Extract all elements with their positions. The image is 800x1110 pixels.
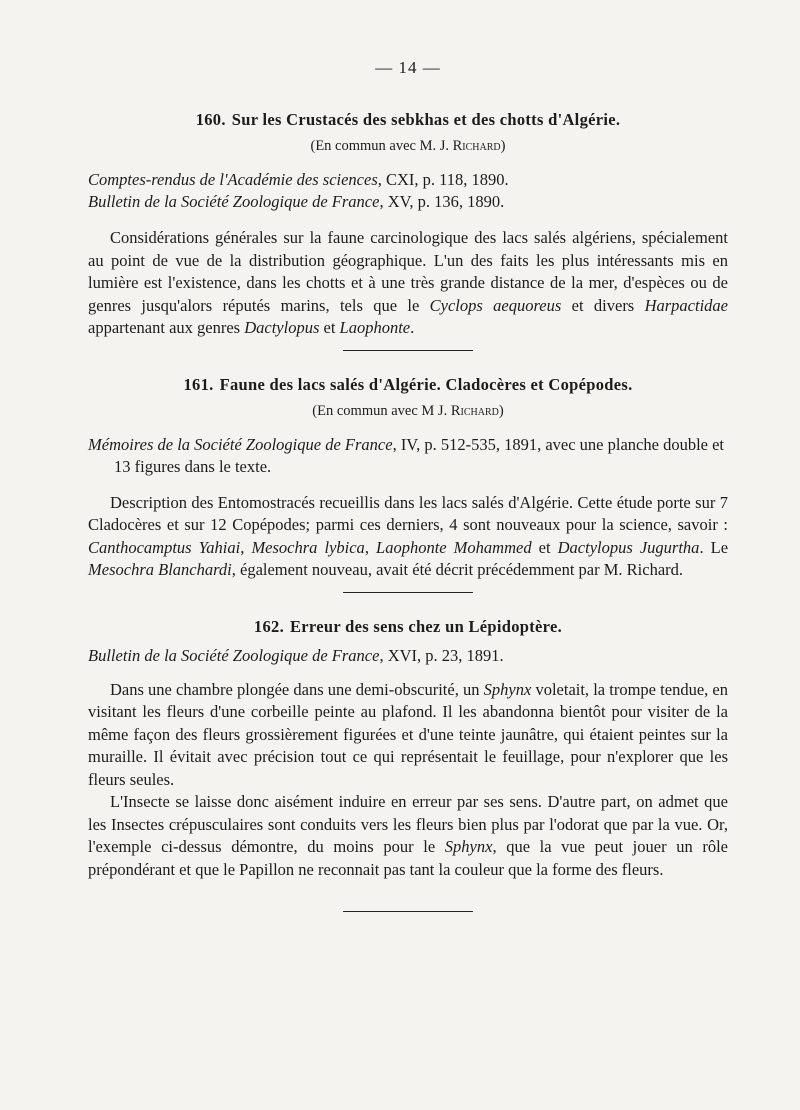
taxon-name: Dactylopus Jugurtha xyxy=(557,537,700,557)
page xyxy=(88,58,728,936)
taxon-name: Harpactidae xyxy=(644,295,728,315)
reference-details: , XVI, p. 23, 1891. xyxy=(379,645,504,665)
collaboration-note xyxy=(88,138,728,155)
reference xyxy=(88,645,728,667)
entry-title-text: Erreur des sens chez un Lépidoptère. xyxy=(290,616,563,636)
taxon-name: Sphynx xyxy=(444,837,493,856)
section-divider xyxy=(343,350,473,351)
taxon-name: Laophonte Mohammed xyxy=(376,537,532,557)
collab-suffix: ) xyxy=(498,402,504,419)
section-divider xyxy=(343,911,473,912)
reference xyxy=(88,191,728,213)
entry-paragraph: Dans une chambre plongée dans une demi-obscurité, un Sphynx voletait, la trompe tendue, en visitant les fleurs d'une corbeille peinte au plafond. Il les abandonna bientôt pour visiter de la même façon des fleurs grossièrement figurées et d'une teinte jaunâtre, qui étaient peintes sur la muraille. Il évitait avec précision tout ce qui représentait le feuillage, pour n'explorer que les fleurs seules. xyxy=(88,679,728,789)
entry-title xyxy=(88,617,728,637)
entry-abstract: Description des Entomostracés recueillis dans les lacs salés d'Algérie. Cette étude porte sur 7 Cladocères et sur 12 Copépodes; parmi ces derniers, 4 sont nouveaux pour la science, savoir : Canthocamptus Yahiai, Mesochra lybica, Laophonte Mohammed et Dactylopus Jugurtha. Le Mesochra Blanchardi, également nouveau, avait été décrit précédemment par M. Richard. xyxy=(88,492,729,579)
taxon-name: Sphynx xyxy=(483,679,532,699)
entry-number: 161. xyxy=(183,374,214,394)
journal-title: Comptes-rendus de l'Académie des sciences xyxy=(88,170,378,189)
entry-162 xyxy=(88,617,728,913)
journal-title: Bulletin de la Société Zoologique de France xyxy=(88,192,380,211)
entry-number: 162. xyxy=(253,616,284,636)
entry-title xyxy=(88,110,728,130)
reference-details: , CXI, p. 118, 1890. xyxy=(377,170,509,189)
collab-name: Richard xyxy=(450,402,499,419)
reference xyxy=(88,169,728,191)
entry-number: 160. xyxy=(195,110,226,129)
taxon-name: Canthocamptus Yahiai xyxy=(88,537,241,557)
entry-title-text: Faune des lacs salés d'Algérie. Cladocères et Copépodes. xyxy=(219,374,633,394)
references xyxy=(88,434,728,478)
entry-title xyxy=(88,375,728,395)
collab-prefix: (En commun avec M J. xyxy=(312,402,451,419)
entry-title-text: Sur les Crustacés des sebkhas et des chotts d'Algérie. xyxy=(231,110,621,129)
taxon-name: Mesochra lybica xyxy=(251,537,365,557)
entry-161 xyxy=(88,375,728,593)
taxon-name: Cyclops aequoreus xyxy=(429,295,562,315)
entry-paragraph: L'Insecte se laisse donc aisément induire en erreur par ses sens. D'autre part, on admet que les Insectes crépusculaires sont conduits vers les fleurs bien plus par l'odorat que par la vue. Or, l'exemple ci-dessus démontre, du moins pour le Sphynx, que la vue peut jouer un rôle prépondérant et que le Papillon ne reconnait pas tant la couleur que la forme des fleurs. xyxy=(88,792,728,879)
collab-name: Richard xyxy=(452,138,501,154)
collab-suffix: ) xyxy=(500,138,506,154)
collaboration-note xyxy=(88,403,728,420)
reference-details: , XV, p. 136, 1890. xyxy=(379,192,505,211)
page-number: — 14 — xyxy=(375,58,441,77)
reference xyxy=(88,434,728,478)
collab-prefix: (En commun avec M. J. xyxy=(310,138,453,154)
taxon-name: Mesochra Blanchardi xyxy=(88,560,232,579)
section-divider xyxy=(343,592,473,593)
references xyxy=(88,169,728,213)
entry-abstract: Considérations générales sur la faune carcinologique des lacs salés algériens, spécialement au point de vue de la distribution géographique. L'un des faits les plus intéressants mis en lumière est l'existence, dans les chotts et à une très grande distance de la mer, d'espèces ou de genres jusqu'alors réputés marins, tels que le Cyclops aequoreus et divers Harpactidae appartenant aux genres Dactylopus et Laophonte. xyxy=(88,228,728,337)
taxon-name: Dactylopus xyxy=(244,318,320,337)
journal-title: Bulletin de la Société Zoologique de France xyxy=(88,645,380,665)
journal-title: Mémoires de la Société Zoologique de France xyxy=(88,434,393,454)
reference-details: , IV, p. 512-535, 1891, avec une planche double et 13 figures dans le texte. xyxy=(114,434,725,476)
entry-160 xyxy=(88,110,728,351)
taxon-name: Laophonte xyxy=(339,318,411,337)
